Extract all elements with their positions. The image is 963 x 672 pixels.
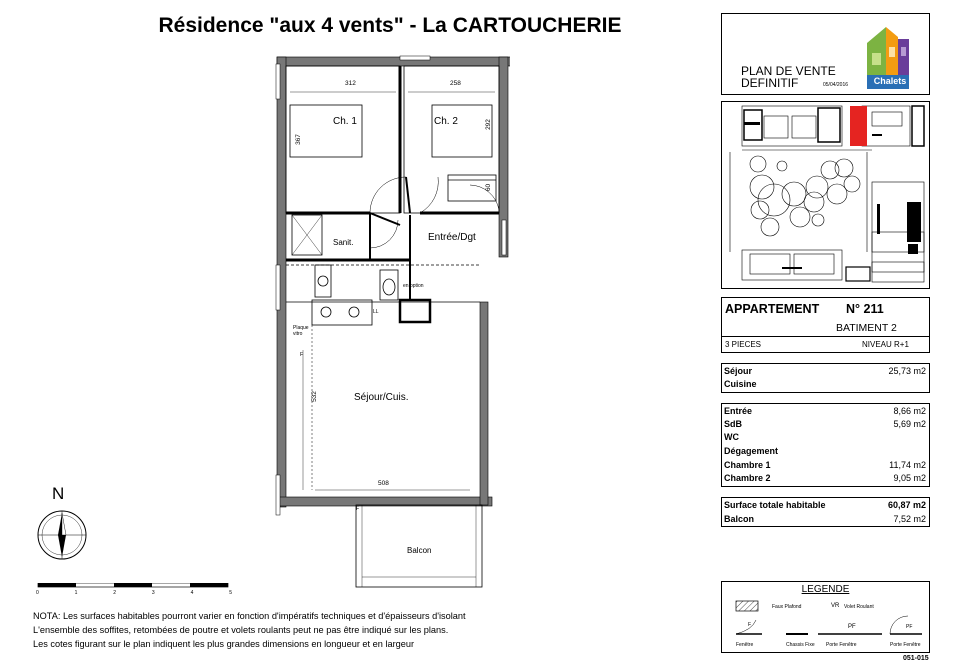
surface-group-living	[721, 363, 930, 393]
dim-532: 532	[310, 391, 318, 402]
surface-row: WC	[724, 432, 739, 442]
surface-row: SdB 5,69 m2	[724, 419, 926, 429]
room-ch2: Ch. 2	[434, 116, 458, 127]
legend-fenetre: Fenêtre	[736, 642, 754, 648]
dim-508: 508	[378, 480, 389, 487]
note-line-3: Les cotes figurant sur le plan indiquent les plus grandes dimensions en longueur et en largeur	[33, 639, 415, 649]
floor-plan	[270, 50, 510, 595]
plan-date: 05/04/2016	[823, 82, 849, 88]
wall-right-lower	[480, 302, 488, 505]
dim-312: 312	[345, 80, 356, 87]
legend-f: F	[748, 622, 752, 628]
logo-text: Chalets	[873, 76, 907, 86]
north-label: N	[52, 484, 65, 503]
room-ch1: Ch. 1	[333, 116, 357, 127]
label-ll: LL	[373, 309, 379, 315]
note-line-2: L'ensemble des soffites, retombées de poutre et volets roulants peut ne pas être indiqué sur les plans.	[33, 625, 449, 635]
surface-row: Cuisine	[724, 379, 757, 389]
legend-volet: Volet Roulant	[844, 604, 874, 610]
room-balcon: Balcon	[407, 546, 432, 555]
dim-258: 258	[450, 80, 461, 87]
legend-porte-fenetre2: Porte Fenêtre	[890, 642, 921, 648]
surface-total-row: Surface totale habitable 60,87 m2	[724, 500, 926, 510]
surface-row: Entrée 8,66 m2	[724, 406, 926, 416]
surface-row: Chambre 2 9,05 m2	[724, 473, 926, 483]
page-title: Résidence "aux 4 vents" - La CARTOUCHERIE	[158, 14, 622, 37]
legend-box	[721, 581, 930, 653]
surface-row: Chambre 1 11,74 m2	[724, 460, 926, 470]
pieces: 3 PIECES	[725, 340, 762, 349]
legend-vr: VR	[831, 603, 840, 609]
legend-porte-fenetre: Porte Fenêtre	[826, 642, 857, 648]
surface-row: Séjour 25,73 m2	[724, 366, 926, 376]
surface-group-rooms	[721, 403, 930, 487]
legend-title: LEGENDE	[801, 584, 850, 595]
header-box	[721, 13, 930, 95]
plan-type-line2: DEFINITIF	[741, 76, 799, 90]
level: NIVEAU R+1	[862, 340, 909, 349]
label-f-balcony: F	[356, 506, 360, 512]
apartment-label: APPARTEMENT	[725, 302, 820, 316]
dim-292: 292	[484, 119, 492, 130]
apartment-info-box	[721, 297, 930, 353]
surface-total-box	[721, 497, 930, 527]
legend-faux-plafond: Faux Plafond	[772, 604, 802, 610]
legend-pf: PF	[848, 624, 856, 630]
scale-ticks: 0 1 2 3 4 5	[36, 590, 232, 596]
reference-code: 051-015	[903, 655, 929, 662]
site-plan-drawing	[722, 102, 929, 288]
apartment-number: N° 211	[846, 302, 884, 316]
site-plan-box	[721, 101, 930, 289]
note-line-1: NOTA: Les surfaces habitables pourront varier en fonction d'impératifs techniques et d'épaisseurs d'isolant	[33, 611, 466, 621]
wall-top	[277, 57, 510, 66]
dim-60: 60	[485, 183, 493, 192]
room-entree: Entrée/Dgt	[428, 232, 476, 243]
surface-row: Dégagement	[724, 446, 779, 456]
label-plaque: Plaque	[293, 325, 309, 331]
label-vitro: vitro	[293, 331, 303, 337]
legend-pf2: PF	[906, 624, 913, 630]
label-option: en option	[403, 283, 424, 289]
room-sanit: Sanit.	[333, 238, 354, 247]
legend-chassis: Chassis Fixe	[786, 642, 815, 648]
dim-367: 367	[294, 134, 302, 145]
building: BATIMENT 2	[836, 322, 897, 334]
room-sejour: Séjour/Cuis.	[354, 392, 409, 403]
balcon-row: Balcon 7,52 m2	[724, 514, 926, 524]
compass-rose	[35, 508, 89, 562]
plan-type-line1: PLAN DE VENTE	[741, 64, 836, 78]
label-f-fridge: F	[300, 352, 304, 358]
